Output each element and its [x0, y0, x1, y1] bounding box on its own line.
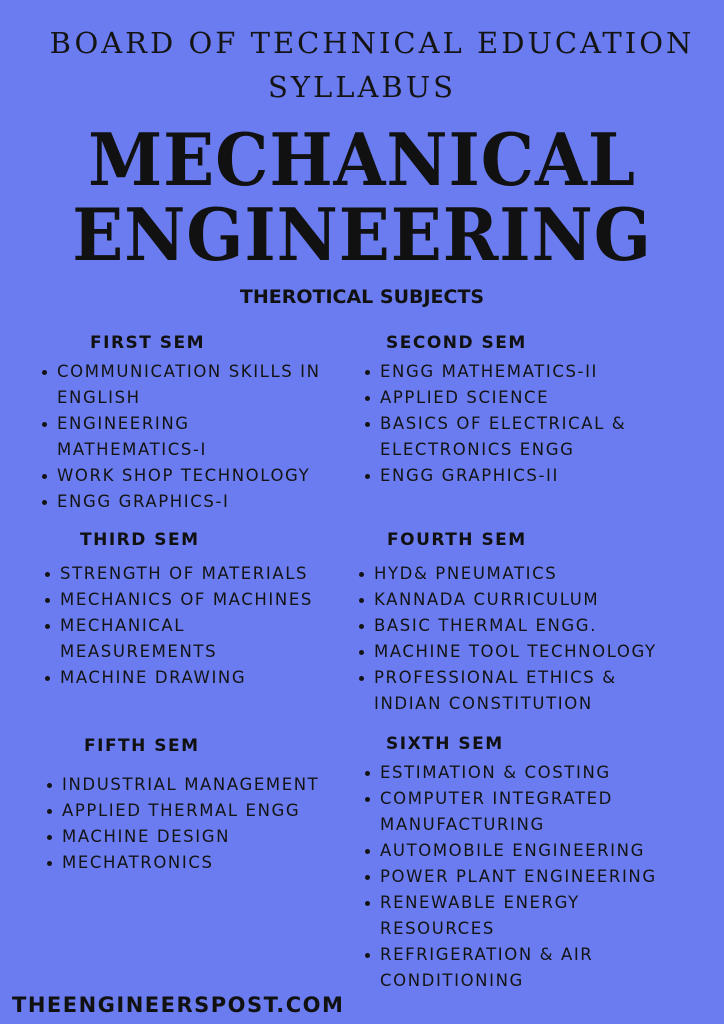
site-url: THEENGINEERSPOST.COM: [12, 993, 345, 1017]
subject-item: PROFESSIONAL ETHICS & INDIAN CONSTITUTION: [358, 665, 664, 717]
subject-item: ENGG MATHEMATICS-II: [364, 359, 684, 385]
subject-item: MECHANICAL MEASUREMENTS: [44, 613, 260, 665]
semester-title: FOURTH SEM: [387, 530, 527, 550]
subject-item: KANNADA CURRICULUM: [358, 587, 718, 613]
subject-item: MACHINE DRAWING: [44, 665, 354, 691]
subject-item: MECHATRONICS: [46, 850, 356, 876]
subject-item: BASICS OF ELECTRICAL & ELECTRONICS ENGG: [364, 411, 650, 463]
subject-item: HYD& PNEUMATICS: [358, 561, 718, 587]
subject-item: WORK SHOP TECHNOLOGY: [41, 463, 351, 489]
subject-item: POWER PLANT ENGINEERING: [364, 864, 704, 890]
subject-item: MACHINE TOOL TECHNOLOGY: [358, 639, 718, 665]
semester-title: SIXTH SEM: [386, 734, 504, 754]
semester-title: SECOND SEM: [386, 333, 527, 353]
subject-item: INDUSTRIAL MANAGEMENT: [46, 772, 356, 798]
subject-list: [41, 359, 351, 515]
subject-item: ENGINEERING MATHEMATICS-I: [41, 411, 257, 463]
semester-title: FIFTH SEM: [84, 736, 200, 756]
subject-item: APPLIED SCIENCE: [364, 385, 684, 411]
subject-item: MECHANICS OF MACHINES: [44, 587, 354, 613]
subject-item: REFRIGERATION & AIR CONDITIONING: [364, 942, 650, 994]
subject-list: [358, 561, 718, 717]
subject-item: AUTOMOBILE ENGINEERING: [364, 838, 704, 864]
title-mechanical: MECHANICAL: [88, 117, 636, 202]
subject-item: ENGG GRAPHICS-I: [41, 489, 351, 515]
subject-item: STRENGTH OF MATERIALS: [44, 561, 354, 587]
subject-item: COMMUNICATION SKILLS IN ENGLISH: [41, 359, 351, 411]
title-engineering: ENGINEERING: [72, 192, 652, 277]
subject-item: COMPUTER INTEGRATED MANUFACTURING: [364, 786, 670, 838]
subject-item: BASIC THERMAL ENGG.: [358, 613, 718, 639]
subject-item: RENEWABLE ENERGY RESOURCES: [364, 890, 620, 942]
subject-list: [364, 760, 704, 994]
subject-list: [46, 772, 356, 876]
syllabus-heading: SYLLABUS: [267, 70, 457, 104]
subject-item: ENGG GRAPHICS-II: [364, 463, 684, 489]
subject-item: APPLIED THERMAL ENGG: [46, 798, 356, 824]
semester-title: FIRST SEM: [90, 333, 206, 353]
subject-item: ESTIMATION & COSTING: [364, 760, 704, 786]
subject-item: MACHINE DESIGN: [46, 824, 356, 850]
subject-list: [44, 561, 354, 691]
subject-list: [364, 359, 684, 489]
board-heading: BOARD OF TECHNICAL EDUCATION: [49, 26, 695, 60]
subtitle-theoretical-subjects: THEROTICAL SUBJECTS: [239, 286, 485, 308]
semester-title: THIRD SEM: [80, 530, 200, 550]
